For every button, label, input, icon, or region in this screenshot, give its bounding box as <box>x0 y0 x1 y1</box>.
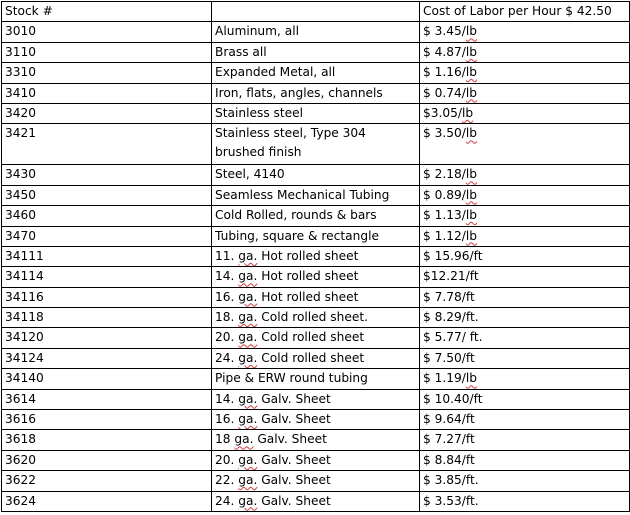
description-text: Hot rolled sheet <box>257 289 359 304</box>
gauge-abbrev: ga. <box>238 391 258 406</box>
cost-unit: lb <box>465 208 477 223</box>
description-text: Hot rolled sheet <box>257 248 359 263</box>
stock-number-cell[interactable]: 3618 <box>2 430 212 450</box>
stock-number-cell[interactable]: 3460 <box>2 206 212 226</box>
cost-unit: lb <box>462 105 474 120</box>
cost-unit: lb <box>465 167 477 182</box>
description-text: Galv. Sheet <box>257 473 331 488</box>
cost-unit: lb <box>465 371 477 386</box>
table-row <box>2 267 630 287</box>
stock-number-cell[interactable]: 3624 <box>2 491 212 511</box>
stock-cost-table <box>1 1 630 512</box>
description-cell[interactable] <box>212 42 420 62</box>
description-prefix: 24. <box>215 350 239 365</box>
gauge-abbrev: ga. <box>238 473 258 488</box>
description-prefix: 20. <box>215 330 239 345</box>
table-row <box>2 63 630 83</box>
cost-cell[interactable] <box>420 185 630 205</box>
description-text: Cold rolled sheet. <box>257 310 368 325</box>
description-text: Galv. Sheet <box>257 493 331 508</box>
cost-cell[interactable] <box>420 22 630 42</box>
cost-value: $ 1.13/ <box>423 208 466 223</box>
cost-value: $ 5.77/ ft. <box>423 330 483 345</box>
description-text: Galv. Sheet <box>253 432 327 447</box>
stock-number-cell[interactable]: 3110 <box>2 42 212 62</box>
description-cell[interactable] <box>212 103 420 123</box>
table-row <box>2 287 630 307</box>
description-cell[interactable] <box>212 83 420 103</box>
gauge-abbrev: ga. <box>238 248 258 263</box>
table-row <box>2 308 630 328</box>
stock-number-cell[interactable]: 3420 <box>2 103 212 123</box>
cost-cell[interactable] <box>420 267 630 287</box>
cost-value: $ 1.12/ <box>423 228 466 243</box>
table-row <box>2 83 630 103</box>
cost-unit: lb <box>465 65 477 80</box>
cost-value: $ 1.19/ <box>423 371 466 386</box>
description-text: Expanded Metal, all <box>215 65 336 80</box>
cost-value: $ 1.16/ <box>423 65 466 80</box>
table-row <box>2 369 630 389</box>
table-row <box>2 206 630 226</box>
cost-value: $ 7.78/ft <box>423 289 475 304</box>
description-prefix: 16. <box>215 289 239 304</box>
cost-cell[interactable] <box>420 165 630 185</box>
description-prefix: 16. <box>215 412 239 427</box>
cost-cell[interactable] <box>420 430 630 450</box>
cost-cell[interactable] <box>420 471 630 491</box>
description-cell[interactable] <box>212 206 420 226</box>
cost-value: $ 3.45/ <box>423 24 466 39</box>
stock-number-cell[interactable]: 3430 <box>2 165 212 185</box>
description-text: Hot rolled sheet <box>257 269 359 284</box>
description-cell[interactable] <box>212 410 420 430</box>
description-cell[interactable] <box>212 124 420 165</box>
stock-number-cell[interactable]: 34114 <box>2 267 212 287</box>
stock-number-cell[interactable]: 34140 <box>2 369 212 389</box>
table-row <box>2 165 630 185</box>
cost-cell[interactable] <box>420 328 630 348</box>
description-text: Iron, flats, angles, channels <box>215 85 383 100</box>
stock-number-cell[interactable]: 34120 <box>2 328 212 348</box>
description-text: Galv. Sheet <box>257 412 331 427</box>
description-cell[interactable] <box>212 246 420 266</box>
cost-value: $ 4.87/ <box>423 44 466 59</box>
cost-value: $ 3.53/ft. <box>423 493 479 508</box>
table-row <box>2 185 630 205</box>
description-text: Tubing, square & rectangle <box>215 228 379 243</box>
description-text: Cold Rolled, rounds & bars <box>215 208 377 223</box>
stock-number-cell[interactable]: 3620 <box>2 450 212 470</box>
stock-number-cell[interactable]: 34116 <box>2 287 212 307</box>
cost-cell[interactable] <box>420 287 630 307</box>
description-cell[interactable] <box>212 63 420 83</box>
table-row <box>2 226 630 246</box>
table-row <box>2 103 630 123</box>
description-text: Cold rolled sheet <box>257 350 365 365</box>
stock-number-cell[interactable]: 3470 <box>2 226 212 246</box>
cost-value: $ 8.84/ft <box>423 452 475 467</box>
description-cell[interactable] <box>212 287 420 307</box>
gauge-abbrev: ga. <box>238 330 258 345</box>
cost-unit: lb <box>465 126 477 141</box>
description-text: Stainless steel, Type 304 brushed finish <box>215 126 370 160</box>
cost-cell[interactable] <box>420 348 630 368</box>
stock-number-cell[interactable]: 34124 <box>2 348 212 368</box>
cost-value: $ 8.29/ft. <box>423 310 479 325</box>
cost-cell[interactable] <box>420 450 630 470</box>
description-prefix: 11. <box>215 248 239 263</box>
stock-number-cell[interactable]: 34111 <box>2 246 212 266</box>
cost-cell[interactable] <box>420 83 630 103</box>
cost-value: $12.21/ft <box>423 269 479 284</box>
description-text: Stainless steel <box>215 105 304 120</box>
cost-cell[interactable] <box>420 246 630 266</box>
cost-value: $ 3.50/ <box>423 126 466 141</box>
cost-cell[interactable] <box>420 226 630 246</box>
description-text: Galv. Sheet <box>257 391 331 406</box>
cost-value: $ 2.18/ <box>423 167 466 182</box>
stock-number-cell[interactable]: 3622 <box>2 471 212 491</box>
description-text: Brass all <box>215 44 267 59</box>
description-cell[interactable] <box>212 165 420 185</box>
cost-cell[interactable] <box>420 124 630 165</box>
description-cell[interactable] <box>212 185 420 205</box>
gauge-abbrev: ga. <box>238 350 258 365</box>
header-description <box>212 2 420 22</box>
description-text: Steel, 4140 <box>215 167 285 182</box>
description-prefix: 14. <box>215 391 239 406</box>
cost-value: $ 0.89/ <box>423 187 466 202</box>
table-row <box>2 42 630 62</box>
table-body <box>2 2 630 512</box>
gauge-abbrev: ga. <box>238 269 258 284</box>
stock-number-cell[interactable]: 34118 <box>2 308 212 328</box>
description-cell[interactable] <box>212 328 420 348</box>
description-cell[interactable] <box>212 226 420 246</box>
cost-value: $ 10.40/ft <box>423 391 483 406</box>
gauge-abbrev: ga. <box>234 432 254 447</box>
stock-number-cell[interactable]: 3450 <box>2 185 212 205</box>
cost-cell[interactable] <box>420 206 630 226</box>
description-prefix: 14. <box>215 269 239 284</box>
gauge-abbrev: ga. <box>238 412 258 427</box>
cost-value: $ 3.85/ft. <box>423 473 479 488</box>
description-cell[interactable] <box>212 389 420 409</box>
gauge-abbrev: ga. <box>238 310 258 325</box>
cost-cell[interactable] <box>420 389 630 409</box>
description-prefix: 24. <box>215 493 239 508</box>
cost-cell[interactable] <box>420 103 630 123</box>
table-row <box>2 491 630 511</box>
description-cell[interactable] <box>212 471 420 491</box>
cost-unit: lb <box>465 24 477 39</box>
stock-number-cell[interactable]: 3010 <box>2 22 212 42</box>
description-text: Galv. Sheet <box>257 452 331 467</box>
description-cell[interactable] <box>212 348 420 368</box>
description-text: Pipe & ERW round tubing <box>215 371 368 386</box>
gauge-abbrev: ga. <box>238 289 258 304</box>
header-row <box>2 2 630 22</box>
table-row <box>2 389 630 409</box>
header-stock: Stock # <box>2 2 212 22</box>
description-prefix: 20. <box>215 452 239 467</box>
table-row <box>2 328 630 348</box>
cost-value: $ 15.96/ft <box>423 248 483 263</box>
table-row <box>2 471 630 491</box>
cost-cell[interactable] <box>420 42 630 62</box>
description-cell[interactable] <box>212 430 420 450</box>
stock-number-cell[interactable]: 3310 <box>2 63 212 83</box>
stock-number-cell[interactable]: 3614 <box>2 389 212 409</box>
description-prefix: 18 <box>215 432 235 447</box>
table-row <box>2 348 630 368</box>
description-cell[interactable] <box>212 491 420 511</box>
description-cell[interactable] <box>212 22 420 42</box>
description-text: Aluminum, all <box>215 24 300 39</box>
cost-cell[interactable] <box>420 491 630 511</box>
cost-cell[interactable] <box>420 308 630 328</box>
description-text: Cold rolled sheet <box>257 330 365 345</box>
cost-unit: lb <box>465 85 477 100</box>
stock-number-cell[interactable]: 3410 <box>2 83 212 103</box>
description-cell[interactable] <box>212 369 420 389</box>
table-row <box>2 430 630 450</box>
stock-number-cell[interactable]: 3421 <box>2 124 212 165</box>
cost-unit: lb <box>465 44 477 59</box>
gauge-abbrev: ga. <box>238 493 258 508</box>
description-prefix: 22. <box>215 473 239 488</box>
table-row <box>2 246 630 266</box>
cost-cell[interactable] <box>420 410 630 430</box>
cost-value: $ 7.27/ft <box>423 432 475 447</box>
cost-unit: lb <box>465 187 477 202</box>
cost-cell[interactable] <box>420 63 630 83</box>
cost-unit: lb <box>465 228 477 243</box>
table-row <box>2 124 630 165</box>
header-cost: Cost of Labor per Hour $ 42.50 <box>420 2 630 22</box>
description-cell[interactable] <box>212 450 420 470</box>
cost-value: $ 0.74/ <box>423 85 466 100</box>
stock-number-cell[interactable]: 3616 <box>2 410 212 430</box>
table-row <box>2 450 630 470</box>
description-cell[interactable] <box>212 308 420 328</box>
gauge-abbrev: ga. <box>238 452 258 467</box>
table-row <box>2 410 630 430</box>
description-text: Seamless Mechanical Tubing <box>215 187 390 202</box>
description-prefix: 18. <box>215 310 239 325</box>
table-row <box>2 22 630 42</box>
cost-value: $ 7.50/ft <box>423 350 475 365</box>
cost-value: $ 9.64/ft <box>423 412 475 427</box>
description-cell[interactable] <box>212 267 420 287</box>
cost-cell[interactable] <box>420 369 630 389</box>
cost-value: $3.05/ <box>423 105 462 120</box>
